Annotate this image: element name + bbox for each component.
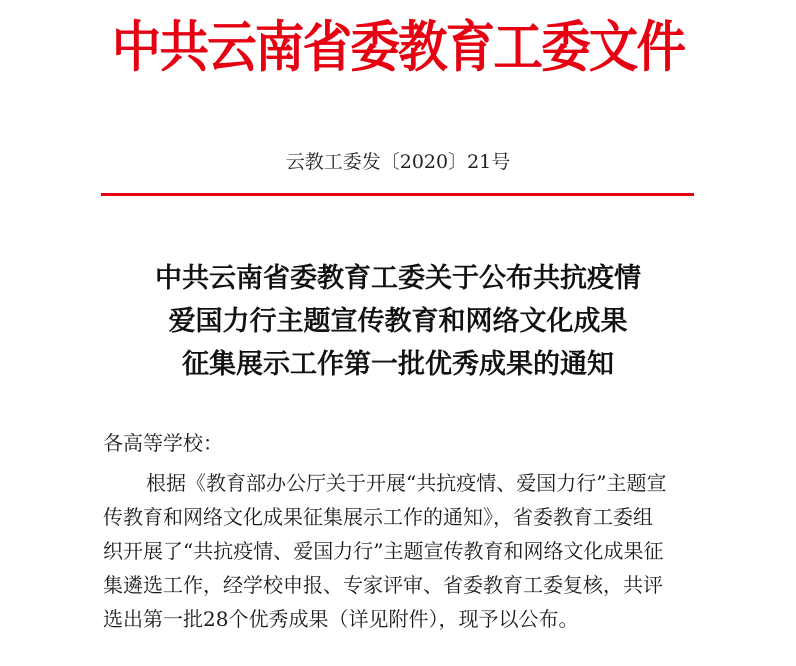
body-paragraph <box>0 466 796 636</box>
title-line: 征集展示工作第一批优秀成果的通知 <box>182 349 614 380</box>
body-line <box>0 466 796 500</box>
document-number: 云教工委发〔2020〕21号 <box>285 151 511 173</box>
body-line-text: 集遴选工作，经学校申报、专家评审、省委教育工委复核，共评 <box>103 573 663 597</box>
body-line-text: 织开展了“共抗疫情、爱国力行”主题宣传教育和网络文化成果征 <box>103 539 664 563</box>
body-line <box>0 534 796 568</box>
red-separator-line <box>101 193 694 196</box>
body-line-text: 传教育和网络文化成果征集展示工作的通知》，省委教育工委组 <box>103 505 653 529</box>
body-line <box>0 500 796 534</box>
salutation: 各高等学校： <box>103 431 223 455</box>
body-line <box>0 602 796 636</box>
title-line: 爱国力行主题宣传教育和网络文化成果 <box>168 306 628 337</box>
title-line: 中共云南省委教育工委关于公布共抗疫情 <box>155 263 641 294</box>
body-line-text: 选出第一批28个优秀成果（详见附件），现予以公布。 <box>103 607 579 631</box>
document-title <box>0 257 796 386</box>
document-red-header: 中共云南省委教育工委文件 <box>111 14 685 79</box>
body-line <box>0 568 796 602</box>
body-line-text: 根据《教育部办公厅关于开展“共抗疫情、爱国力行”主题宣 <box>146 471 667 495</box>
